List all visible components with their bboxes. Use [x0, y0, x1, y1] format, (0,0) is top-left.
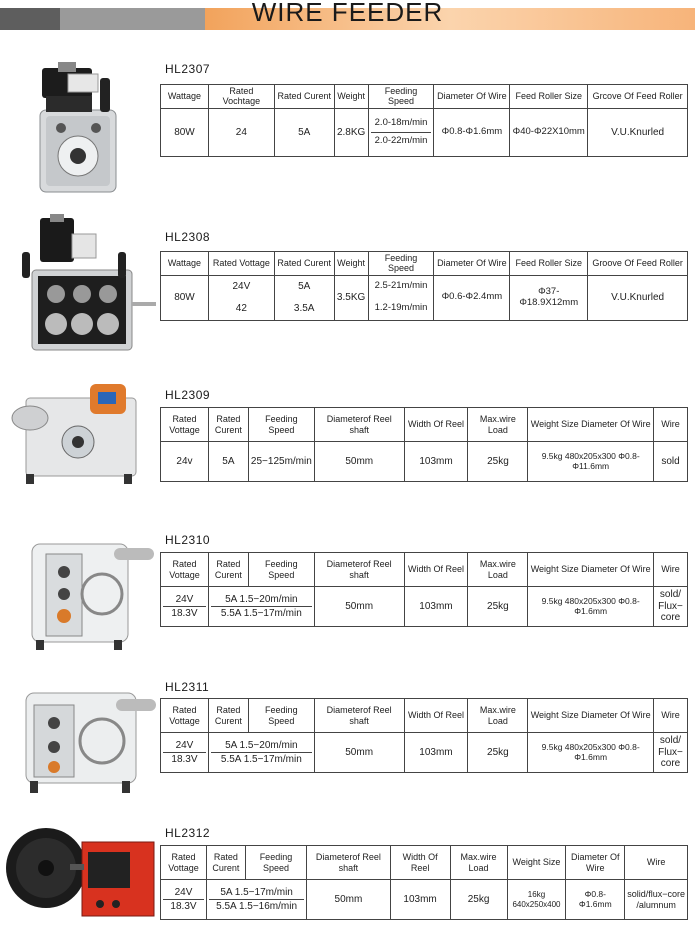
- header-cell: Feeding Speed: [245, 846, 306, 880]
- header-cell: Feeding Speed: [248, 408, 314, 442]
- divider: [163, 606, 206, 607]
- wire-type-value: sold/ Flux− core: [653, 733, 687, 773]
- wire-diameter-value: Φ0.8-Φ1.6mm: [434, 108, 510, 156]
- speed-value: 2.0-18m/min: [374, 116, 428, 128]
- header-cell: Rated Curent: [274, 252, 334, 276]
- header-cell: Weight Size Diameter Of Wire: [528, 553, 654, 587]
- header-cell: Rated Curent: [208, 553, 248, 587]
- header-cell: Diameterof Reel shaft: [314, 699, 404, 733]
- voltage-value: 24V: [174, 886, 193, 898]
- groove-value: V.U.Knurled: [588, 275, 688, 320]
- voltage-value: 24v: [161, 442, 209, 482]
- current-value: 5A: [274, 108, 334, 156]
- divider: [163, 752, 206, 753]
- weight-value: 2.8KG: [334, 108, 368, 156]
- header-cell: Rated Vottage: [161, 699, 209, 733]
- wire-load-value: 25kg: [450, 880, 507, 920]
- wire-diameter-value: Φ0.6-Φ2.4mm: [434, 275, 510, 320]
- header-cell: Rated Vottage: [161, 553, 209, 587]
- model-label: HL2307: [165, 62, 211, 76]
- header-cell: Wattage: [161, 252, 209, 276]
- table-header-row: [161, 85, 688, 109]
- header-cell: Rated Curent: [274, 85, 334, 109]
- table-row: [161, 733, 688, 773]
- wire-load-value: 25kg: [468, 733, 528, 773]
- wire-load-value: 25kg: [468, 442, 528, 482]
- hl2312-spec-table: [160, 845, 688, 920]
- table-row: [161, 275, 688, 298]
- header-cell: Wire: [654, 408, 688, 442]
- weight-size-diameter-value: 9.5kg 480x205x300 Φ0.8-Φ1.6mm: [528, 733, 654, 773]
- header-cell: Weight Size: [507, 846, 566, 880]
- wire-load-value: 25kg: [468, 587, 528, 627]
- header-cell: Weight Size Diameter Of Wire: [528, 699, 654, 733]
- speed-value: 1.2-19m/min: [368, 298, 434, 321]
- current-speed-cell: [208, 733, 314, 773]
- weight-size-value: 16kg 640x250x400: [507, 880, 566, 920]
- header-cell: Rated Curent: [207, 846, 246, 880]
- header-cell: Max.wire Load: [468, 553, 528, 587]
- header-cell: Groove Of Feed Roller: [588, 252, 688, 276]
- speed-value: 2.0-22m/min: [374, 134, 428, 146]
- voltage-value: 18.3V: [170, 901, 197, 912]
- current-speed-value: 5.5A 1.5−16m/min: [216, 901, 298, 912]
- wire-type-value: /alumnum: [636, 899, 676, 910]
- header-cell: Diameter Of Wire: [434, 85, 510, 109]
- hl2308-photo: [6, 212, 158, 354]
- reel-width-value: 103mm: [404, 587, 468, 627]
- model-label: HL2310: [165, 533, 211, 547]
- voltage-value: 24: [208, 108, 274, 156]
- header-cell: Rated Curent: [208, 408, 248, 442]
- hl2310-spec-table: [160, 552, 688, 627]
- header-cell: Diameter Of Wire: [566, 846, 625, 880]
- weight-value: 3.5KG: [334, 275, 368, 320]
- model-label: HL2312: [165, 826, 211, 840]
- table-header-row: [161, 553, 688, 587]
- voltage-value: 18.3V: [171, 754, 198, 765]
- header-cell: Width Of Reel: [404, 553, 468, 587]
- roller-size-value: Φ40-Φ22X10mm: [510, 108, 588, 156]
- table-row: [161, 442, 688, 482]
- header-cell: Rated Vottage: [208, 252, 274, 276]
- reel-shaft-value: 50mm: [314, 587, 404, 627]
- table-header-row: [161, 252, 688, 276]
- divider: [371, 132, 432, 133]
- voltage-value: 24V: [208, 275, 274, 298]
- wire-type-value: sold: [654, 442, 688, 482]
- voltage-cell: [161, 880, 207, 920]
- hl2307-photo: [6, 58, 154, 196]
- header-cell: Weight Size Diameter Of Wire: [528, 408, 654, 442]
- table-header-row: [161, 699, 688, 733]
- current-value: 3.5A: [274, 298, 334, 321]
- roller-size-value: Φ37-Φ18.9X12mm: [510, 275, 588, 320]
- table-header-row: [161, 846, 688, 880]
- header-cell: Rated Curent: [208, 699, 248, 733]
- current-value: 5A: [274, 275, 334, 298]
- current-speed-value: 5A 1.5−20m/min: [225, 739, 298, 751]
- voltage-value: 42: [208, 298, 274, 321]
- current-speed-cell: [207, 880, 307, 920]
- table-row: [161, 880, 688, 920]
- wire-type-cell: [625, 880, 688, 920]
- header-cell: Feed Roller Size: [510, 252, 588, 276]
- reel-width-value: 103mm: [404, 733, 468, 773]
- voltage-value: 24V: [175, 739, 194, 751]
- header-cell: Weight: [334, 252, 368, 276]
- hl2310-photo: [6, 530, 156, 652]
- current-speed-value: 5A 1.5−20m/min: [225, 593, 298, 605]
- speed-value: 25−125m/min: [248, 442, 314, 482]
- page-title: WIRE FEEDER: [251, 0, 444, 27]
- header-cell: Max.wire Load: [468, 408, 528, 442]
- header-cell: Max.wire Load: [468, 699, 528, 733]
- hl2308-spec-table: [160, 251, 688, 321]
- wire-type-value: solid/flux−core: [627, 889, 685, 900]
- model-label: HL2308: [165, 230, 211, 244]
- hl2309-spec-table: [160, 407, 688, 482]
- header-cell: Wire: [653, 699, 687, 733]
- weight-size-diameter-value: 9.5kg 480x205x300 Φ0.8-Φ11.6mm: [528, 442, 654, 482]
- header-cell: Width Of Reel: [404, 408, 468, 442]
- header-cell: Feeding Speed: [248, 553, 314, 587]
- reel-shaft-value: 50mm: [314, 733, 404, 773]
- model-label: HL2311: [165, 680, 210, 694]
- wattage-value: 80W: [161, 108, 209, 156]
- header-cell: Width Of Reel: [404, 699, 468, 733]
- divider: [163, 899, 204, 900]
- reel-width-value: 103mm: [390, 880, 450, 920]
- hl2309-photo: [6, 378, 156, 488]
- reel-shaft-value: 50mm: [314, 442, 404, 482]
- voltage-cell: [161, 587, 209, 627]
- header-cell: Diameterof Reel shaft: [314, 553, 404, 587]
- header-cell: Diameterof Reel shaft: [307, 846, 390, 880]
- table-row: [161, 108, 688, 156]
- header-cell: Wire: [653, 553, 687, 587]
- speed-value: 2.5-21m/min: [368, 275, 434, 298]
- header-cell: Weight: [334, 85, 368, 109]
- table-row: [161, 587, 688, 627]
- hl2307-spec-table: [160, 84, 688, 157]
- speed-cell: [368, 108, 434, 156]
- hl2311-photo: [6, 675, 158, 797]
- header-cell: Feed Roller Size: [510, 85, 588, 109]
- header-cell: Width Of Reel: [390, 846, 450, 880]
- header-cell: Diameterof Reel shaft: [314, 408, 404, 442]
- reel-shaft-value: 50mm: [307, 880, 390, 920]
- current-speed-value: 5.5A 1.5−17m/min: [220, 754, 302, 765]
- model-label: HL2309: [165, 388, 211, 402]
- current-value: 5A: [208, 442, 248, 482]
- voltage-value: 24V: [175, 593, 194, 605]
- divider: [211, 752, 312, 753]
- header-cell: Feeding Speed: [368, 85, 434, 109]
- reel-width-value: 103mm: [404, 442, 468, 482]
- wire-type-value: sold/ Flux− core: [653, 587, 687, 627]
- table-header-row: [161, 408, 688, 442]
- header-cell: Rated Vottage: [161, 846, 207, 880]
- header-cell: Rated Vottage: [161, 408, 209, 442]
- hl2312-photo: [6, 818, 158, 922]
- voltage-cell: [161, 733, 209, 773]
- voltage-value: 18.3V: [171, 608, 198, 619]
- header-cell: Max.wire Load: [450, 846, 507, 880]
- hl2311-spec-table: [160, 698, 688, 773]
- wire-diameter-value: Φ0.8-Φ1.6mm: [566, 880, 625, 920]
- header-cell: Grcove Of Feed Roller: [588, 85, 688, 109]
- current-speed-cell: [208, 587, 314, 627]
- current-speed-value: 5.5A 1.5−17m/min: [220, 608, 302, 619]
- header-cell: Feeding Speed: [248, 699, 314, 733]
- divider: [209, 899, 304, 900]
- wattage-value: 80W: [161, 275, 209, 320]
- groove-value: V.U.Knurled: [588, 108, 688, 156]
- header-cell: Feeding Speed: [368, 252, 434, 276]
- header-cell: Rated Vochtage: [208, 85, 274, 109]
- header-cell: Wattage: [161, 85, 209, 109]
- weight-size-diameter-value: 9.5kg 480x205x300 Φ0.8-Φ1.6mm: [528, 587, 654, 627]
- current-speed-value: 5A 1.5−17m/min: [220, 886, 293, 898]
- header-bar: [0, 0, 695, 30]
- divider: [211, 606, 312, 607]
- header-cell: Wire: [625, 846, 688, 880]
- header-cell: Diameter Of Wire: [434, 252, 510, 276]
